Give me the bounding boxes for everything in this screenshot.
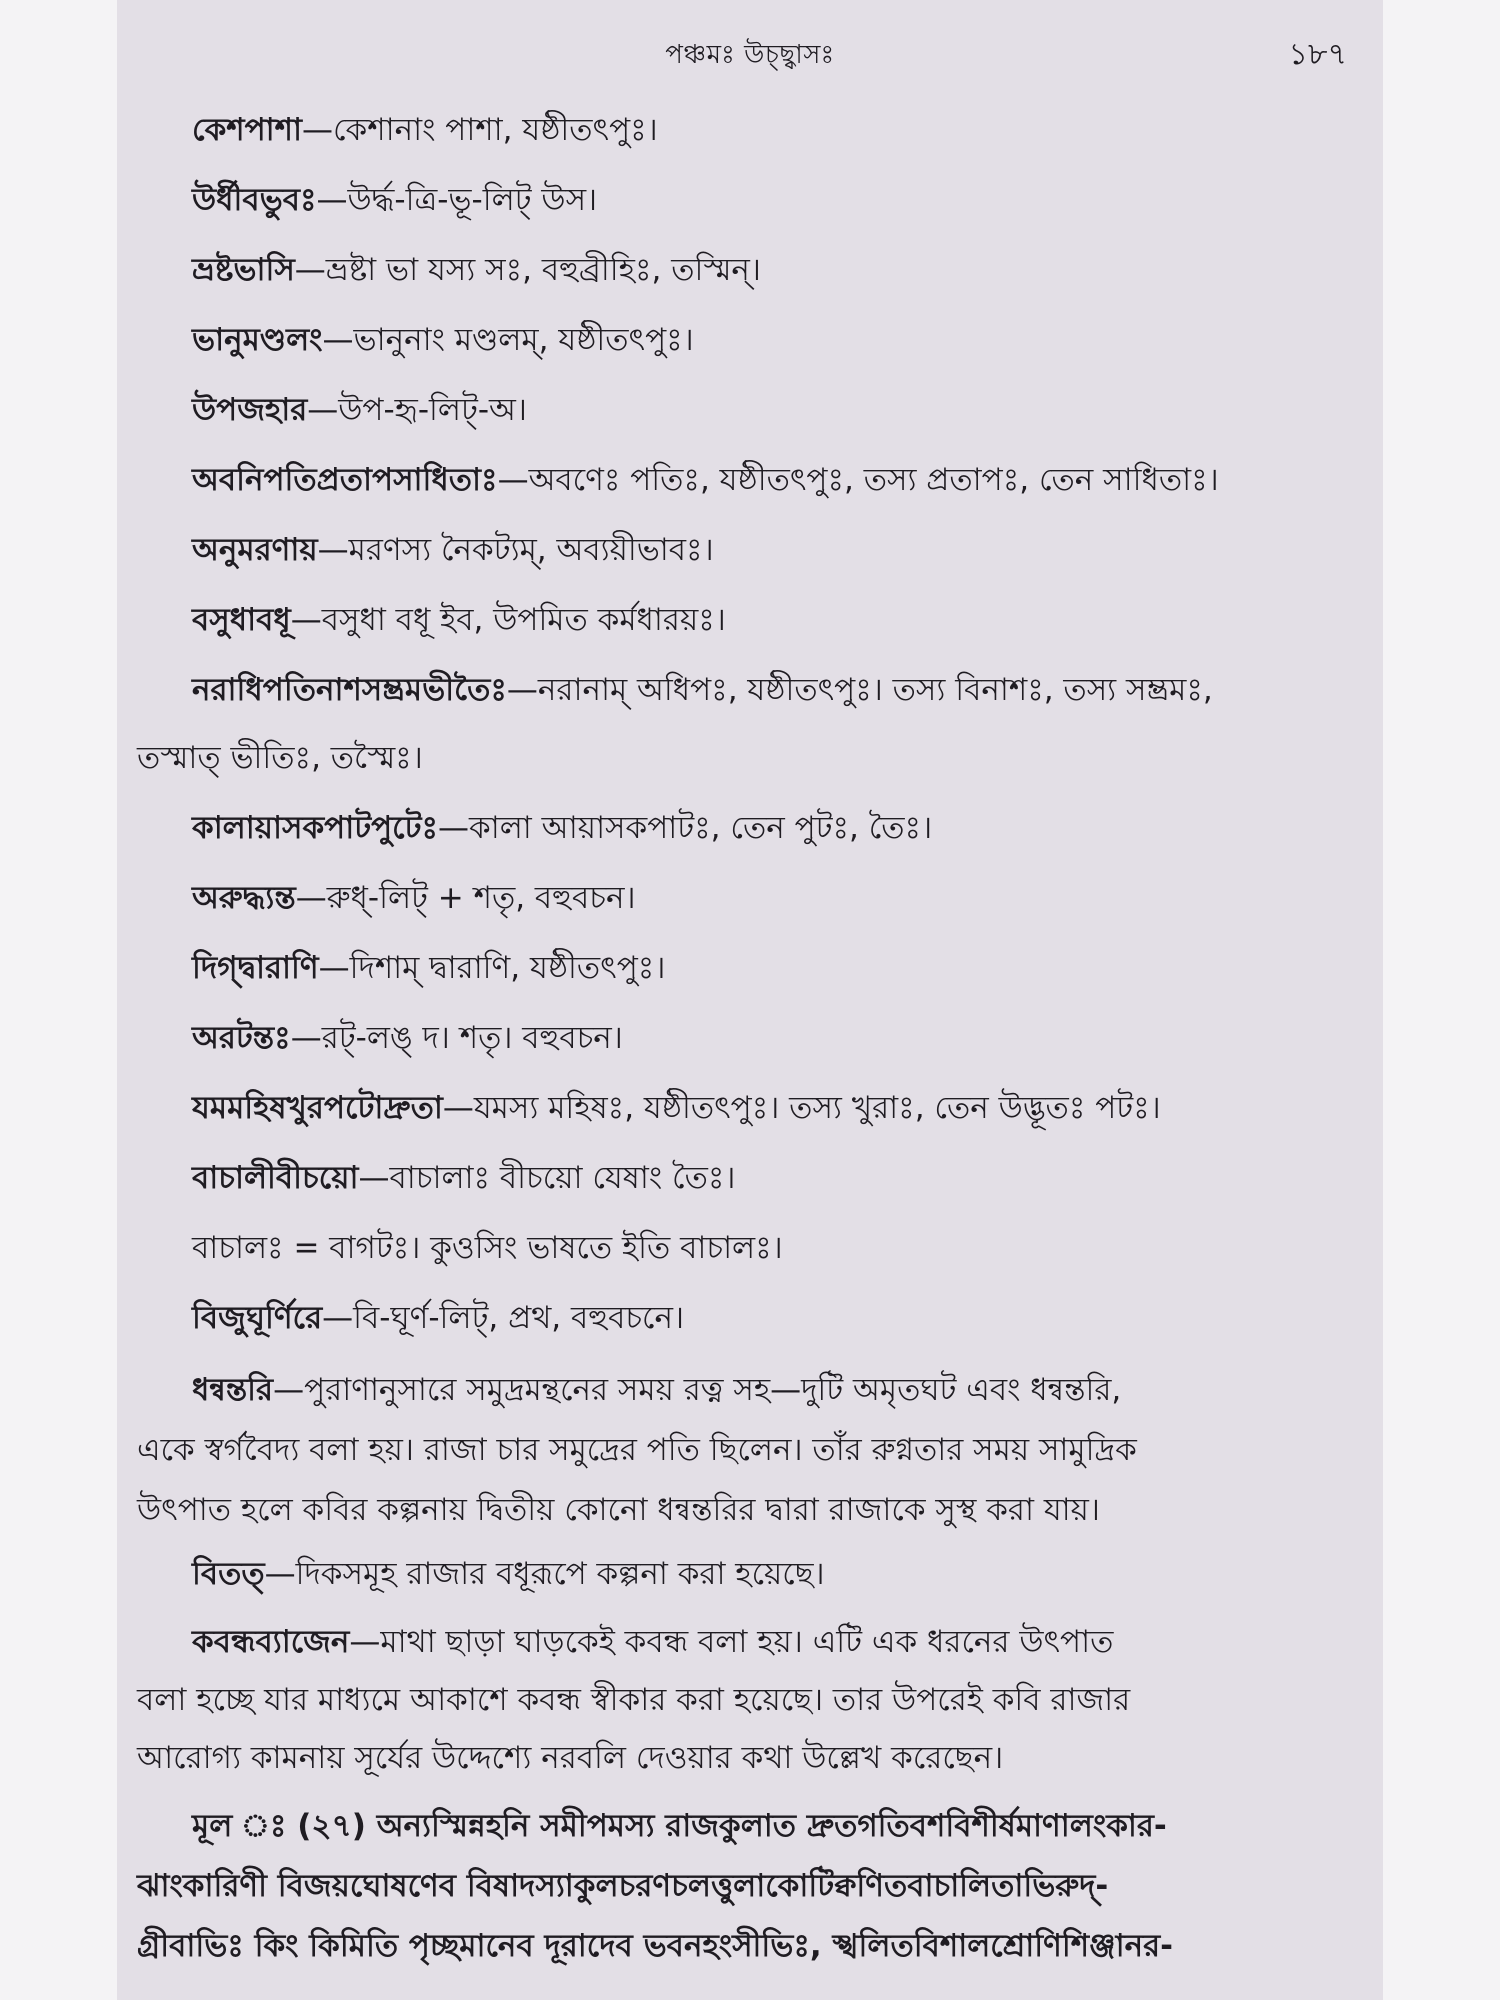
entry-gloss: —কেশানাং পাশা, যষ্ঠীতৎপুঃ। [301, 112, 658, 148]
entry-term: বিজুঘূর্ণিরে [192, 1300, 323, 1336]
entry-term: বসুধাবধূ [192, 602, 291, 638]
entry-gloss: —ভানুনাং মণ্ডলম্, যষ্ঠীতৎপুঃ। [322, 322, 694, 358]
entry-line [192, 1368, 1347, 1412]
continuation-line: বলা হচ্ছে যার মাধ্যমে আকাশে কবন্ধ স্বীকার করা হয়েছে। তার উপরেই কবি রাজার [137, 1682, 1131, 1718]
entry-gloss: —যমস্য মহিষঃ, যষ্ঠীতৎপুঃ। তস্য খুরাঃ, তেন উদ্ভূতঃ পটঃ। [442, 1090, 1161, 1126]
entry-line [192, 598, 1347, 642]
entry-term: উপজহার [192, 392, 308, 428]
entry-term: যমমহিষখুরপটোদ্রুতা [192, 1090, 443, 1126]
entry-line [192, 528, 1347, 572]
entry-gloss: —বসুধা বধূ ইব, উপমিত কর্মধারয়ঃ। [290, 602, 726, 638]
continuation-line: তস্মাত্ ভীতিঃ, তস্মৈঃ। [137, 740, 423, 776]
entry-term: দিগ্দ্বারাণি [192, 950, 319, 986]
entry-term: বিতত্ [192, 1556, 265, 1592]
source-verse-line: ঝাংকারিণী বিজয়ঘোষণেব বিষাদস্যাকুলচরণচলত্তুলাকোটিক্বণিতবাচালিতাভিরুদ্- [137, 1868, 1109, 1904]
entry-gloss: —উৰ্দ্ধ-ত্রি-ভূ-লিট্ উস। [316, 182, 598, 218]
entry-gloss: —বি-ঘূর্ণ-লিট্, প্রথ, বহুবচনে। [322, 1300, 685, 1336]
entry-term: উর্ধীবভুবঃ [192, 182, 317, 218]
entry-line [192, 318, 1347, 362]
entry-term: বাচালীবীচয়ো [192, 1160, 359, 1196]
entry-gloss: —মরণস্য নৈকট্যম্, অব্যয়ীভাবঃ। [317, 532, 714, 568]
entry-gloss: —বাচালাঃ বীচয়ো যেষাং তৈঃ। [358, 1160, 736, 1196]
verse-text: অন্যস্মিন্নহনি সমীপমস্য রাজকুলাত দ্রুতগতিবশবিশীর্ষমাণালংকার- [365, 1808, 1167, 1844]
entry-gloss: —দিশাম্ দ্বারাণি, যষ্ঠীতৎপুঃ। [318, 950, 666, 986]
entry-term: অনুমরণায় [192, 532, 318, 568]
entry-line [192, 1086, 1347, 1130]
entry-line [192, 458, 1347, 502]
entry-term: অরুদ্ধ্যন্ত [192, 880, 296, 916]
entry-gloss: —রুধ্-লিট্ + শতৃ, বহুবচন। [295, 880, 636, 916]
running-header: পঞ্চমঃ উচ্ছ্বাসঃ [665, 40, 835, 70]
entry-line [192, 1296, 1347, 1340]
source-verse-line: গ্রীবাভিঃ কিং কিমিতি পৃচ্ছমানেব দূরাদেব ভবনহংসীভিঃ, স্খলিতবিশালশ্রোণিশিঞ্জানর- [137, 1928, 1174, 1964]
entry-line [192, 1156, 1347, 1200]
entry-line [192, 388, 1347, 432]
entry-line [192, 108, 1347, 152]
entry-line [192, 1016, 1347, 1060]
page-number: ১৮৭ [1288, 37, 1347, 72]
entry-gloss: —কালা আয়াসকপাটঃ, তেন পুটঃ, তৈঃ। [438, 810, 933, 846]
entry-line [192, 806, 1347, 850]
source-verse-line [192, 1804, 1347, 1848]
entry-line [192, 668, 1347, 712]
continuation-line: আরোগ্য কামনায় সূর্যের উদ্দেশ্যে নরবলি দেওয়ার কথা উল্লেখ করেছেন। [137, 1740, 1004, 1776]
entry-term: অবনিপতিপ্রতাপসাধিতাঃ [192, 462, 498, 498]
entry-gloss: —দিকসমূহ রাজার বধূরূপে কল্পনা করা হয়েছে। [264, 1556, 825, 1592]
entry-term: কবন্ধব্যাজেন [192, 1624, 350, 1660]
entry-line [192, 178, 1347, 222]
continuation-line: একে স্বর্গবৈদ্য বলা হয়। রাজা চার সমুদ্রের পতি ছিলেন। তাঁর রুগ্নতার সময় সামুদ্রিক [137, 1432, 1137, 1468]
entry-line [192, 876, 1347, 920]
verse-label: মূল ঃ (২৭) [192, 1808, 366, 1844]
entry-gloss: —পুরাণানুসারে সমুদ্রমন্থনের সময় রত্ন সহ—দুটি অমৃতঘট এবং ধন্বন্তরি, [273, 1372, 1122, 1408]
entry-term: কেশপাশা [192, 112, 302, 148]
entry-line [192, 1552, 1347, 1596]
note-line: বাচালঃ = বাগটঃ। কুওসিং ভাষতে ইতি বাচালঃ। [192, 1230, 783, 1266]
entry-term: নরাধিপতিনাশসম্ভ্রমভীতৈঃ [192, 672, 507, 708]
entry-line [192, 248, 1347, 292]
entry-gloss: —উপ-হৃ-লিট্-অ। [307, 392, 527, 428]
continuation-line: উৎপাত হলে কবির কল্পনায় দ্বিতীয় কোনো ধন্বন্তরির দ্বারা রাজাকে সুস্থ করা যায়। [137, 1492, 1101, 1528]
entry-gloss: —অবণেঃ পতিঃ, যষ্ঠীতৎপুঃ, তস্য প্রতাপঃ, তেন সাধিতাঃ। [497, 462, 1219, 498]
entry-term: কালায়াসকপাটপুটেঃ [192, 810, 439, 846]
page-margin-right [1383, 0, 1500, 2000]
book-page [117, 0, 1383, 2000]
entry-term: ভ্রষ্টভাসি [192, 252, 295, 288]
entry-term: অরটন্তঃ [192, 1020, 291, 1056]
page-margin-left [0, 0, 117, 2000]
entry-gloss: —রট্-লঙ্ দ। শতৃ। বহুবচন। [290, 1020, 623, 1056]
entry-line [192, 1620, 1347, 1664]
entry-gloss: —নরানাম্ অধিপঃ, যষ্ঠীতৎপুঃ। তস্য বিনাশঃ, তস্য সম্ভ্রমঃ, [506, 672, 1213, 708]
entry-line [192, 946, 1347, 990]
entry-gloss: —মাথা ছাড়া ঘাড়কেই কবন্ধ বলা হয়। এটি এক ধরনের উৎপাত [349, 1624, 1114, 1660]
entry-term: ধন্বন্তরি [192, 1372, 274, 1408]
entry-gloss: —ভ্রষ্টা ভা যস্য সঃ, বহুব্রীহিঃ, তস্মিন্। [294, 252, 762, 288]
entry-term: ভানুমণ্ডলং [192, 322, 323, 358]
